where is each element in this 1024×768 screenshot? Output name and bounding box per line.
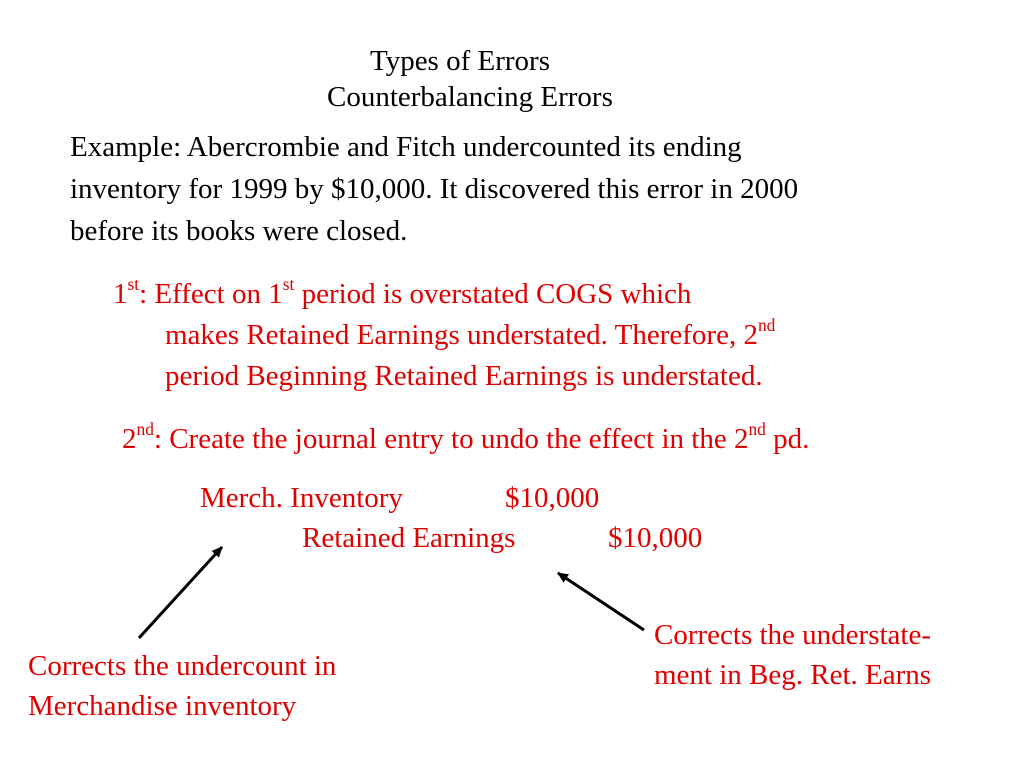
journal-credit-amount: $10,000 (608, 522, 703, 554)
example-line-2: inventory for 1999 by $10,000. It discovered this error in 2000 (70, 173, 799, 205)
left-annotation-line-1: Corrects the undercount in (28, 650, 337, 682)
step-2-line: 2nd: Create the journal entry to undo the effect in the 2nd pd. (122, 418, 810, 455)
step-1-line-2: makes Retained Earnings understated. Therefore, 2nd (165, 314, 776, 351)
right-annotation-line-1: Corrects the understate- (654, 619, 932, 651)
journal-debit-amount: $10,000 (505, 482, 600, 514)
slide-subtitle: Counterbalancing Errors (327, 81, 613, 113)
journal-debit-account: Merch. Inventory (200, 482, 403, 514)
left-arrow (139, 547, 222, 638)
right-arrow (558, 573, 644, 630)
left-annotation-line-2: Merchandise inventory (28, 690, 297, 722)
journal-credit-account: Retained Earnings (302, 522, 516, 554)
example-line-3: before its books were closed. (70, 215, 408, 247)
slide-title: Types of Errors (370, 45, 550, 77)
step-1-line-1: 1st: Effect on 1st period is overstated COGS which (113, 273, 692, 310)
step-1-line-3: period Beginning Retained Earnings is understated. (165, 360, 763, 392)
example-line-1: Example: Abercrombie and Fitch undercounted its ending (70, 131, 742, 163)
right-annotation-line-2: ment in Beg. Ret. Earns (654, 659, 932, 691)
